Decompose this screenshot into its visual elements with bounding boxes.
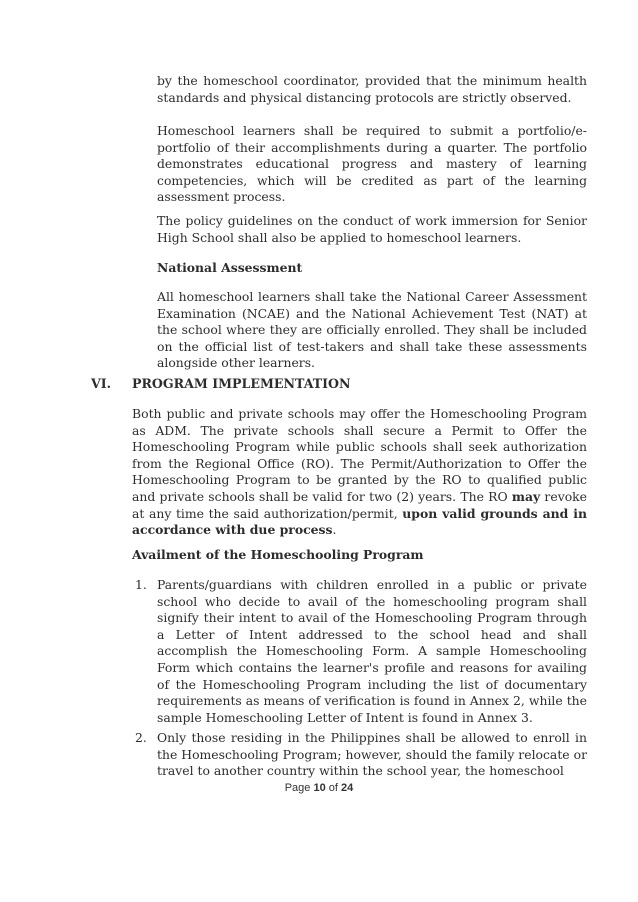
list-item-number: 2. [135, 730, 147, 745]
section-title: PROGRAM IMPLEMENTATION [132, 376, 351, 391]
section-number: VI. [91, 376, 112, 391]
footer-middle: of [325, 782, 342, 794]
heading-availment: Availment of the Homeschooling Program [132, 547, 424, 562]
current-page-number: 10 [313, 782, 326, 794]
paragraph-program-implementation [132, 406, 587, 539]
paragraph-portfolio: Homeschool learners shall be required to submit a portfolio/e-portfolio of their accomplishments during a quarter. The portfolio demonstrates educational progress and mastery of learning competencies, which will be credited as part of the learning assessment process. [157, 123, 587, 205]
heading-national-assessment: National Assessment [157, 260, 303, 275]
emphasis-may: may [511, 488, 541, 504]
list-item-text: Only those residing in the Philippines shall be allowed to enroll in the Homeschooling Program; however, should the family relocate or travel to another country within the school year, the homeschool [157, 730, 587, 779]
page-footer [0, 782, 638, 794]
total-page-count: 24 [341, 782, 354, 794]
paragraph-text: revoke at any time the said authorization/permit, [132, 488, 587, 521]
paragraph-work-immersion: The policy guidelines on the conduct of work immersion for Senior High School shall also be applied to homeschool learners. [157, 213, 587, 245]
paragraph-national-assessment: All homeschool learners shall take the National Career Assessment Examination (NCAE) and the National Achievement Test (NAT) at the school where they are officially enrolled. They shall be included on the official list of test-takers and shall take these assessments alongside other learners. [157, 289, 587, 371]
footer-prefix: Page [284, 782, 314, 794]
paragraph-text: Both public and private schools may offer the Homeschooling Program as ADM. The private schools shall secure a Permit to Offer the Homeschooling Program while public schools shall seek authorization from the Regional Office (RO). The Permit/Authorization to Offer the Homeschooling Program to be granted by the RO to qualified public and private schools shall be valid for two (2) years. The RO [132, 406, 587, 504]
list-item-text: Parents/guardians with children enrolled in a public or private school who decide to avail of the homeschooling program shall signify their intent to avail of the Homeschooling Program through a Letter of Intent addressed to the school head and shall accomplish the Homeschooling Form. A sample Homeschooling Form which contains the learner's profile and reasons for availing of the Homeschooling Program including the list of documentary requirements as means of verification is found in Annex 2, while the sample Homeschooling Letter of Intent is found in Annex 3. [157, 577, 587, 725]
list-item-number: 1. [135, 577, 147, 592]
paragraph-text: . [332, 522, 337, 538]
paragraph-health-standards: by the homeschool coordinator, provided that the minimum health standards and physical distancing protocols are strictly observed. [157, 73, 587, 105]
emphasis-due-process: upon valid grounds and in accordance with due process [132, 505, 587, 538]
